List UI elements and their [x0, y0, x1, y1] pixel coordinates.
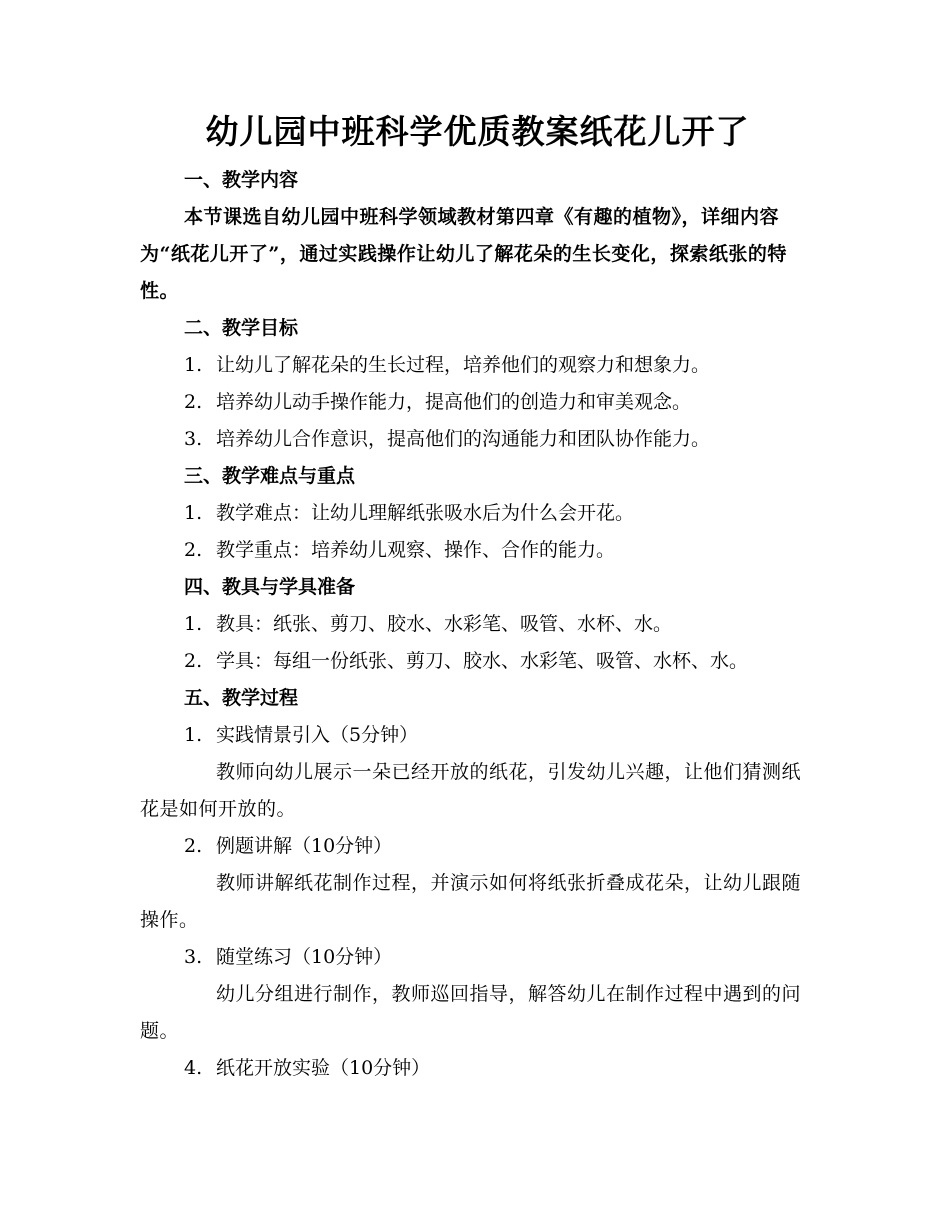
list-item-text: 学具：每组一份纸张、剪刀、胶水、水彩笔、吸管、水杯、水。 — [216, 650, 749, 672]
section-heading-materials: 四、教具与学具准备 — [184, 576, 356, 598]
list-item-number: 1. — [184, 613, 203, 635]
section-heading-process: 五、教学过程 — [184, 687, 299, 709]
process-step-description: 幼儿分组进行制作，教师巡回指导，解答幼儿在制作过程中遇到的问题。 — [140, 983, 802, 1042]
list-item-text: 教具：纸张、剪刀、胶水、水彩笔、吸管、水杯、水。 — [216, 613, 673, 635]
list-item — [140, 495, 815, 532]
list-item-number: 1. — [184, 502, 203, 524]
list-item — [140, 421, 815, 458]
list-item — [140, 606, 815, 643]
process-step-title — [140, 1050, 815, 1087]
list-item-text: 培养幼儿动手操作能力，提高他们的创造力和审美观念。 — [216, 391, 692, 413]
list-item-number: 2. — [184, 391, 203, 413]
section-heading-goals: 二、教学目标 — [184, 317, 299, 339]
list-item-number: 3. — [184, 428, 203, 450]
process-step-title — [140, 717, 815, 754]
step-title-text: 例题讲解（10分钟） — [216, 835, 393, 857]
list-item — [140, 532, 815, 569]
process-step-description: 教师向幼儿展示一朵已经开放的纸花，引发幼儿兴趣，让他们猜测纸花是如何开放的。 — [140, 761, 802, 820]
process-step-description: 教师讲解纸花制作过程，并演示如何将纸张折叠成花朵，让幼儿跟随操作。 — [140, 872, 802, 931]
step-title-text: 随堂练习（10分钟） — [216, 946, 393, 968]
section-heading-key-points: 三、教学难点与重点 — [184, 465, 356, 487]
list-item — [140, 347, 815, 384]
list-item-number: 1. — [184, 724, 203, 746]
list-item — [140, 384, 815, 421]
list-item-text: 教学重点：培养幼儿观察、操作、合作的能力。 — [216, 539, 616, 561]
content-paragraph: 本节课选自幼儿园中班科学领域教材第四章《有趣的植物》，详细内容为“纸花儿开了”，通过实践操作让幼儿了解花朵的生长变化，探索纸张的特性。 — [140, 206, 787, 302]
list-item-text: 让幼儿了解花朵的生长过程，培养他们的观察力和想象力。 — [216, 354, 711, 376]
process-step-title — [140, 828, 815, 865]
list-item-number: 2. — [184, 650, 203, 672]
list-item — [140, 643, 815, 680]
list-item-text: 教学难点：让幼儿理解纸张吸水后为什么会开花。 — [216, 502, 635, 524]
step-title-text: 纸花开放实验（10分钟） — [216, 1057, 431, 1079]
step-title-text: 实践情景引入（5分钟） — [216, 724, 419, 746]
list-item-number: 1. — [184, 354, 203, 376]
list-item-text: 培养幼儿合作意识，提高他们的沟通能力和团队协作能力。 — [216, 428, 711, 450]
list-item-number: 4. — [184, 1057, 203, 1079]
list-item-number: 2. — [184, 835, 203, 857]
page-title: 幼儿园中班科学优质教案纸花儿开了 — [205, 112, 750, 151]
section-heading-content: 一、教学内容 — [184, 169, 299, 191]
list-item-number: 3. — [184, 946, 203, 968]
process-step-title — [140, 939, 815, 976]
list-item-number: 2. — [184, 539, 203, 561]
